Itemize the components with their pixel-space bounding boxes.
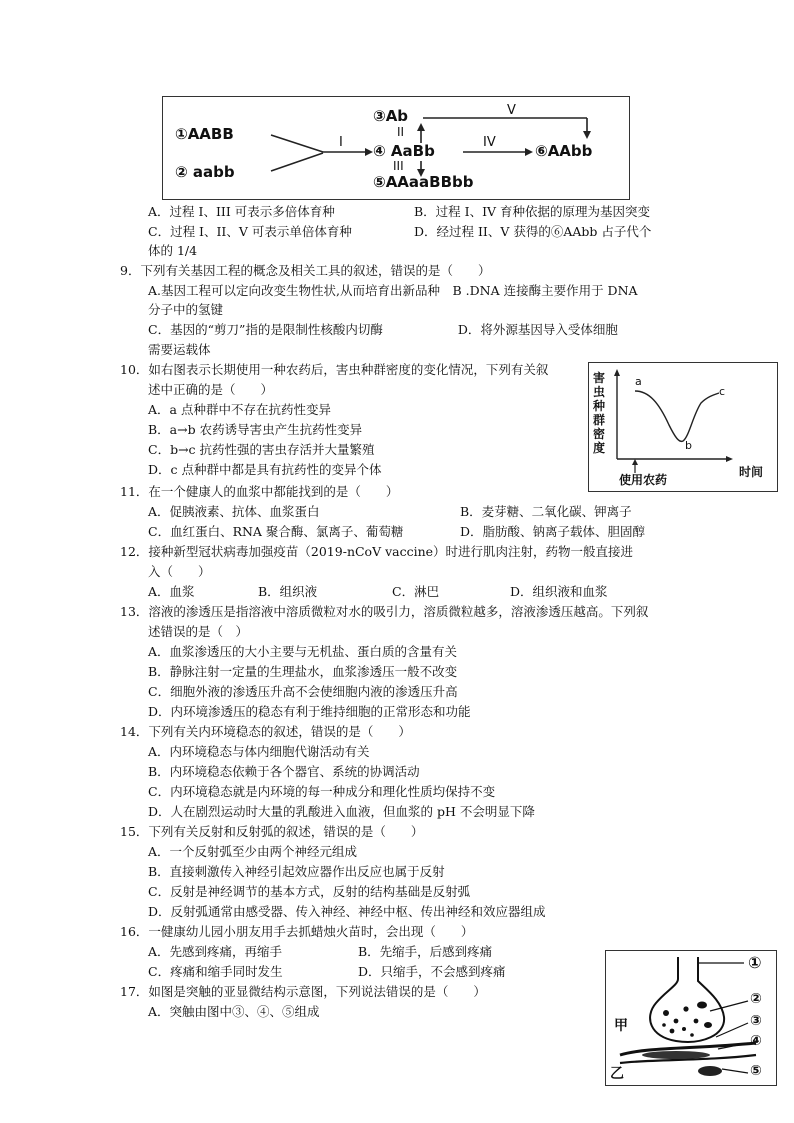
q8-option-c: C．过程 I、II、V 可表示单倍体育种	[148, 224, 352, 239]
process-label-i: I	[339, 135, 343, 150]
synapse-label-5: ⑤	[750, 1063, 762, 1079]
genotype-aaaabbbb-5: ⑤AAaaBBbb	[373, 173, 474, 191]
q11-stem: 11．在一个健康人的血浆中都能找到的是（ ）	[120, 484, 399, 499]
q13-option-b: B．静脉注射一定量的生理盐水，血浆渗透压一般不改变	[148, 664, 458, 679]
q12-option-a: A．血浆	[148, 584, 195, 599]
q10-stem-line2: 述中正确的是（ ）	[148, 382, 274, 397]
q10-option-d: D．c 点种群中都是具有抗药性的变异个体	[148, 462, 382, 477]
q8-option-d-line1: D．经过程 II、V 获得的⑥AAbb 占子代个	[414, 224, 652, 239]
q16-option-c: C．疼痛和缩手同时发生	[148, 964, 283, 979]
q14-option-c: C．内环境稳态就是内环境的每一种成分和理化性质均保持不变	[148, 784, 496, 799]
pest-chart-point-c: c	[719, 385, 726, 398]
q15-option-d: D．反射弧通常由感受器、传入神经、神经中枢、传出神经和效应器组成	[148, 904, 546, 919]
genotype-aabb-4: ④ AaBb	[373, 142, 435, 160]
q15-option-a: A．一个反射弧至少由两个神经元组成	[148, 844, 358, 859]
genotype-ab-3: ③Ab	[373, 107, 409, 125]
q10-stem-line1: 10．如右图表示长期使用一种农药后，害虫种群密度的变化情况，下列有关叙	[120, 362, 549, 377]
q8-option-d-line2: 体的 1/4	[148, 243, 198, 258]
synapse-label-yi: 乙	[610, 1066, 624, 1082]
pest-chart-point-b: b	[685, 439, 692, 452]
q17-option-a: A．突触由图中③、④、⑤组成	[148, 1004, 320, 1019]
q13-option-d: D．内环境渗透压的稳态有利于维持细胞的正常形态和功能	[148, 704, 471, 719]
pest-density-chart	[588, 362, 778, 492]
q16-stem: 16．一健康幼儿园小朋友用手去抓蜡烛火苗时，会出现（ ）	[120, 924, 474, 939]
q15-option-c: C．反射是神经调节的基本方式，反射的结构基础是反射弧	[148, 884, 471, 899]
pest-chart-point-a: a	[635, 375, 642, 388]
genotype-aabb-2: ② aabb	[175, 163, 235, 181]
q9-option-ab-line1: A.基因工程可以定向改变生物性状,从而培育出新品种 B .DNA 连接酶主要作用于 DNA	[148, 283, 638, 298]
breeding-diagram	[162, 96, 630, 200]
q14-option-b: B．内环境稳态依赖于各个器官、系统的协调活动	[148, 764, 420, 779]
synapse-label-1: ①	[748, 953, 762, 972]
synapse-label-4: ④	[750, 1033, 762, 1049]
q14-stem: 14．下列有关内环境稳态的叙述，错误的是（ ）	[120, 724, 411, 739]
q12-option-b: B．组织液	[258, 584, 318, 599]
q13-option-a: A．血浆渗透压的大小主要与无机盐、蛋白质的含量有关	[148, 644, 458, 659]
q12-option-c: C．淋巴	[392, 584, 440, 599]
q11-option-a: A．促胰液素、抗体、血浆蛋白	[148, 504, 320, 519]
q9-option-cd-line1: C．基因的“剪刀”指的是限制性核酸内切酶 D．将外源基因导入受体细胞	[148, 322, 618, 337]
process-label-ii: II	[397, 125, 405, 139]
pest-chart-event-label: 使用农药	[619, 473, 668, 487]
q14-option-a: A．内环境稳态与体内细胞代谢活动有关	[148, 744, 370, 759]
synapse-diagram	[605, 950, 777, 1086]
genotype-aabb-6: ⑥AAbb	[535, 142, 593, 160]
q8-option-a: A．过程 I、III 可表示多倍体育种	[148, 204, 335, 219]
q12-option-d: D．组织液和血浆	[510, 584, 608, 599]
q8-option-b: B．过程 I、IV 育种依据的原理为基因突变	[414, 204, 651, 219]
process-label-iii: III	[393, 159, 404, 173]
q12-stem-line1: 12．接种新型冠状病毒加强疫苗（2019-nCoV vaccine）时进行肌肉注射，药物一般直接进	[120, 544, 634, 559]
pest-chart-ylabel: 害虫种群密度	[593, 371, 606, 455]
synapse-label-jia: 甲	[614, 1018, 628, 1034]
pest-chart-xlabel: 时间	[739, 465, 764, 479]
q15-stem: 15．下列有关反射和反射弧的叙述，错误的是（ ）	[120, 824, 424, 839]
q15-option-b: B．直接刺激传入神经引起效应器作出反应也属于反射	[148, 864, 445, 879]
q9-stem: 9．下列有关基因工程的概念及相关工具的叙述，错误的是（ ）	[120, 263, 491, 278]
synapse-label-2: ②	[750, 991, 762, 1007]
synapse-label-3: ③	[750, 1013, 762, 1029]
process-label-iv: IV	[483, 135, 496, 150]
q10-option-c: C．b→c 抗药性强的害虫存活并大量繁殖	[148, 442, 375, 457]
genotype-aabb-1: ①AABB	[175, 125, 234, 143]
q13-option-c: C．细胞外液的渗透压升高不会使细胞内液的渗透压升高	[148, 684, 458, 699]
q14-option-d: D．人在剧烈运动时大量的乳酸进入血液，但血浆的 pH 不会明显下降	[148, 804, 535, 819]
process-label-v: V	[507, 103, 516, 118]
q10-option-a: A．a 点种群中不存在抗药性变异	[148, 402, 331, 417]
q9-option-d-line2: 需要运载体	[148, 342, 211, 357]
q9-option-b-line2: 分子中的氢键	[148, 302, 224, 317]
q16-option-b: B．先缩手，后感到疼痛	[358, 944, 493, 959]
q16-option-a: A．先感到疼痛，再缩手	[148, 944, 283, 959]
q17-stem: 17．如图是突触的亚显微结构示意图，下列说法错误的是（ ）	[120, 984, 486, 999]
q13-stem-line2: 述错误的是（ ）	[148, 624, 249, 639]
q11-option-c: C．血红蛋白、RNA 聚合酶、氯离子、葡萄糖	[148, 524, 404, 539]
q10-option-b: B．a→b 农药诱导害虫产生抗药性变异	[148, 422, 363, 437]
q13-stem-line1: 13．溶液的渗透压是指溶液中溶质微粒对水的吸引力，溶质微粒越多，溶液渗透压越高。下列叙	[120, 604, 649, 619]
q11-option-b: B．麦芽糖、二氧化碳、钾离子	[460, 504, 632, 519]
q11-option-d: D．脂肪酸、钠离子载体、胆固醇	[460, 524, 646, 539]
q12-stem-line2: 入（ ）	[148, 564, 211, 579]
q16-option-d: D．只缩手，不会感到疼痛	[358, 964, 506, 979]
